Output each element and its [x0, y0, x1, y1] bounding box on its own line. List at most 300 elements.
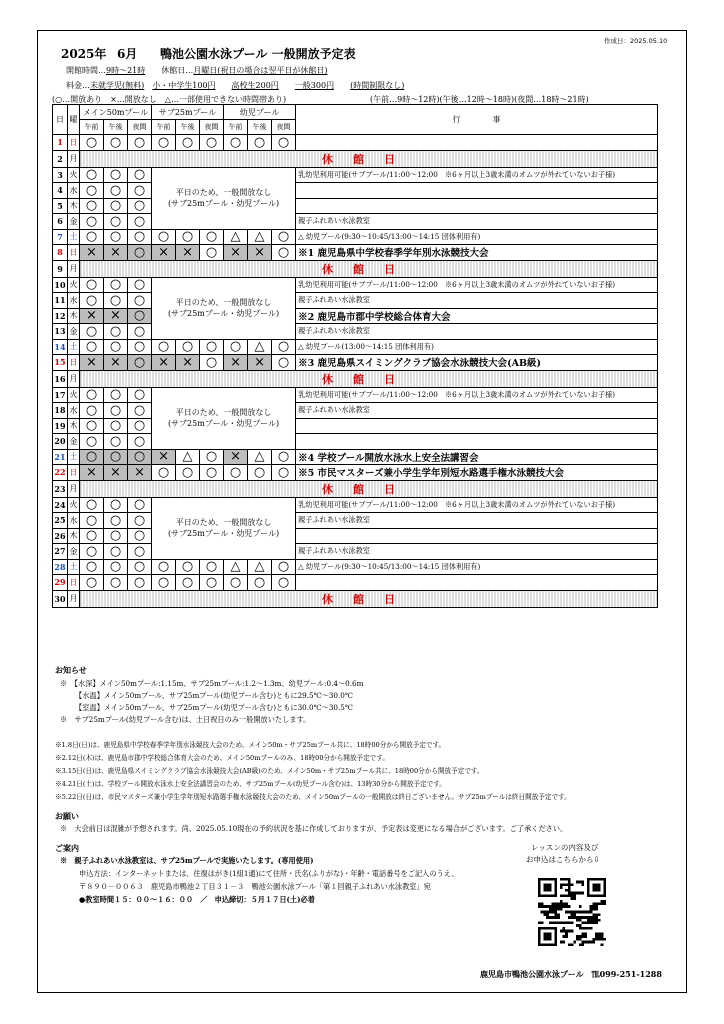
open-mark: ○	[80, 229, 104, 245]
day-of-week: 水	[68, 293, 80, 309]
time-legend: (午前…9時～12時)(午後…12時～18時)(夜間…18時～21時)	[370, 95, 589, 104]
open-mark: ○	[272, 465, 296, 481]
day-of-week: 土	[68, 339, 80, 355]
day-of-week: 火	[68, 387, 80, 403]
header-events: 行 事	[296, 105, 658, 135]
open-mark: ○	[128, 167, 152, 183]
open-mark: ○	[248, 575, 272, 591]
event-text: △ 幼児プール(9:30～10:45/13:00～14:15 団体利用有)	[296, 559, 658, 575]
day-number: 10	[53, 277, 68, 293]
open-mark: ○	[128, 559, 152, 575]
day-of-week: 金	[68, 324, 80, 340]
open-mark: ○	[272, 575, 296, 591]
open-mark: ○	[152, 559, 176, 575]
open-mark: ○	[128, 324, 152, 340]
open-mark: ○	[272, 559, 296, 575]
closed-mark: ×	[80, 245, 104, 261]
open-mark: ○	[128, 449, 152, 465]
day-of-week: 日	[68, 465, 80, 481]
day-row	[53, 480, 658, 497]
closed-day-label: 休館日…	[161, 66, 194, 75]
closed-mark: ×	[128, 465, 152, 481]
day-row	[53, 590, 658, 607]
open-mark: ○	[200, 355, 224, 371]
weekday-note-line: (サブ25mプール・幼児プール)	[167, 419, 280, 428]
event-text: ※2 鹿児島市郡中学校総合体育大会	[296, 308, 658, 324]
closed-mark: ×	[104, 355, 128, 371]
open-mark: ○	[104, 544, 128, 560]
event-text	[296, 418, 658, 434]
open-mark: ○	[200, 575, 224, 591]
open-mark: ○	[128, 355, 152, 371]
day-of-week: 木	[68, 308, 80, 324]
open-mark: ○	[104, 324, 128, 340]
open-mark: ○	[128, 183, 152, 199]
day-number: 29	[53, 575, 68, 591]
open-mark: ○	[104, 528, 128, 544]
day-row	[53, 167, 658, 183]
event-text: △ 幼児プール(13:00～14:15 団体利用有)	[296, 339, 658, 355]
weekday-note-line: 平日のため、一般開放なし	[175, 297, 272, 307]
notice-line-room-temp: 【室温】メイン50mプール、サブ25mプール(幼児プール含む)ともに30.0℃～30.5℃	[75, 703, 353, 712]
open-mark: ○	[80, 559, 104, 575]
partial-mark: △	[248, 229, 272, 245]
open-mark: ○	[176, 559, 200, 575]
open-mark: ○	[128, 135, 152, 151]
open-mark: ○	[128, 293, 152, 309]
event-text: 親子ふれあい水泳教室	[296, 403, 658, 419]
day-of-week: 木	[68, 418, 80, 434]
open-mark: ○	[128, 403, 152, 419]
header-day: 日	[53, 105, 68, 135]
guide-line-venue: ※ 親子ふれあい水泳教室は、サブ25mプールで実施いたします。(専用使用)	[60, 856, 314, 865]
qr-caption-2: お申込はこちらから⇩	[526, 855, 600, 864]
open-mark: ○	[80, 277, 104, 293]
open-mark: ○	[128, 277, 152, 293]
fees-label: 料金…	[66, 81, 90, 90]
open-mark: ○	[200, 449, 224, 465]
day-row	[53, 544, 658, 560]
weekday-note-line: (サブ25mプール・幼児プール)	[167, 309, 280, 318]
open-mark: ○	[104, 183, 128, 199]
open-mark: ○	[104, 434, 128, 450]
day-row	[53, 528, 658, 544]
page-title: 鴨池公園水泳プール 一般開放予定表	[160, 47, 356, 61]
closed-mark: ×	[152, 245, 176, 261]
day-row	[53, 214, 658, 230]
open-mark: ○	[176, 575, 200, 591]
open-mark: ○	[128, 229, 152, 245]
weekday-no-open-note	[152, 497, 296, 559]
day-row	[53, 229, 658, 245]
symbol-legend: (○…開放あり ×…開放なし △…一部使用できない時間帯あり)	[52, 95, 287, 104]
notice-heading: お知らせ	[55, 665, 87, 675]
open-mark: ○	[200, 559, 224, 575]
header-am: 午前	[152, 120, 176, 135]
day-number: 4	[53, 183, 68, 199]
day-number: 15	[53, 355, 68, 371]
header-kids-pool: 幼児プール	[224, 105, 296, 120]
weekday-no-open-note	[152, 387, 296, 449]
open-mark: ○	[128, 308, 152, 324]
day-of-week: 水	[68, 183, 80, 199]
header-night: 夜間	[200, 120, 224, 135]
open-mark: ○	[104, 277, 128, 293]
day-number: 25	[53, 513, 68, 529]
day-number: 11	[53, 293, 68, 309]
open-mark: ○	[104, 497, 128, 513]
header-night: 夜間	[272, 120, 296, 135]
qr-code-image[interactable]	[538, 878, 606, 946]
open-mark: ○	[224, 339, 248, 355]
open-mark: ○	[80, 575, 104, 591]
weekday-note-line: (サブ25mプール・幼児プール)	[167, 529, 280, 538]
schedule-table	[52, 104, 658, 608]
event-text	[296, 434, 658, 450]
open-mark: ○	[272, 339, 296, 355]
partial-mark: △	[248, 339, 272, 355]
day-row	[53, 308, 658, 324]
open-mark: ○	[152, 465, 176, 481]
fee-preschool: 未就学児(無料)	[90, 81, 145, 90]
day-number: 22	[53, 465, 68, 481]
schedule-rows	[53, 135, 658, 608]
open-mark: ○	[152, 229, 176, 245]
open-mark: ○	[104, 513, 128, 529]
event-text	[296, 198, 658, 214]
open-mark: ○	[80, 198, 104, 214]
open-mark: ○	[128, 387, 152, 403]
event-text: 乳幼児利用可能(サブプール/11:00～12:00 ※6ヶ月以上3歳未満のオムツが外れていないお子様)	[296, 167, 658, 183]
weekday-no-open-note	[152, 167, 296, 229]
day-of-week: 水	[68, 403, 80, 419]
day-number: 18	[53, 403, 68, 419]
open-mark: ○	[104, 229, 128, 245]
open-mark: ○	[200, 229, 224, 245]
day-number: 7	[53, 229, 68, 245]
notice-line-depth: ※ 【水深】メイン50mプール:1.15m、サブ25mプール:1.2～1.3m、幼児プール:0.4～0.6m	[60, 679, 364, 688]
header-dow: 曜	[68, 105, 80, 135]
event-text: △ 幼児プール(9:30～10:45/13:00～14:15 団体利用有)	[296, 229, 658, 245]
open-mark: ○	[104, 403, 128, 419]
request-line: ※ 大会前日は混雑が予想されます。尚、2025.05.10現在の予約状況を基に作成しておりますが、予定表は変更になる場合がございます。ご了承ください。	[60, 824, 568, 833]
open-mark: ○	[128, 418, 152, 434]
open-mark: ○	[104, 198, 128, 214]
open-mark: ○	[272, 135, 296, 151]
footnote-2: ※2.12日(木)は、鹿児島市郡中学校総合体育大会のため、メイン50mプールのみ、18時00分から開放予定です。	[55, 754, 389, 762]
day-of-week: 日	[68, 575, 80, 591]
event-text: 親子ふれあい水泳教室	[296, 293, 658, 309]
day-number: 1	[53, 135, 68, 151]
open-mark: ○	[104, 214, 128, 230]
closed-mark: ×	[152, 449, 176, 465]
day-row	[53, 403, 658, 419]
day-of-week: 土	[68, 559, 80, 575]
closed-mark: ×	[176, 245, 200, 261]
closed-day-cell: 休館日	[80, 370, 658, 387]
closed-mark: ×	[80, 355, 104, 371]
day-of-week: 日	[68, 245, 80, 261]
open-mark: ○	[104, 167, 128, 183]
day-row	[53, 245, 658, 261]
day-row	[53, 418, 658, 434]
closed-mark: ×	[104, 245, 128, 261]
open-mark: ○	[176, 465, 200, 481]
title-year: 2025年	[61, 47, 107, 61]
closed-mark: ×	[248, 245, 272, 261]
fee-note: (時間制限なし)	[350, 81, 405, 90]
day-number: 2	[53, 150, 68, 167]
weekday-note-line: 平日のため、一般開放なし	[175, 187, 272, 197]
day-number: 27	[53, 544, 68, 560]
open-mark: ○	[80, 387, 104, 403]
open-mark: ○	[104, 418, 128, 434]
fee-elementary: 小・中学生100円	[152, 81, 216, 90]
day-number: 13	[53, 324, 68, 340]
footer-contact: 鹿児島市鴨池公園水泳プール ℡099-251-1288	[480, 969, 662, 979]
day-row	[53, 370, 658, 387]
request-heading: お願い	[55, 811, 79, 821]
header-sub-pool: サブ25mプール	[152, 105, 224, 120]
open-mark: ○	[104, 135, 128, 151]
weekday-note-line: 平日のため、一般開放なし	[175, 407, 272, 417]
header-night: 夜間	[128, 120, 152, 135]
open-mark: ○	[128, 497, 152, 513]
day-number: 28	[53, 559, 68, 575]
footnote-4: ※4.21日(土)は、学校プール開放水泳水上安全法講習会のため、サブ25mプール(幼児プール含む)は、13時30分から開放予定です。	[55, 780, 446, 788]
open-mark: ○	[200, 465, 224, 481]
hours-value: 9時～21時	[106, 66, 146, 75]
open-mark: ○	[128, 339, 152, 355]
day-row	[53, 355, 658, 371]
day-row	[53, 559, 658, 575]
header-am: 午前	[80, 120, 104, 135]
day-number: 8	[53, 245, 68, 261]
header-main-pool: メイン50mプール	[80, 105, 152, 120]
event-text: ※1 鹿児島県中学校春季学年別水泳競技大会	[296, 245, 658, 261]
day-number: 19	[53, 418, 68, 434]
open-mark: ○	[80, 324, 104, 340]
day-row	[53, 183, 658, 199]
closed-day-cell: 休館日	[80, 480, 658, 497]
weekday-note-line: 平日のため、一般開放なし	[175, 517, 272, 527]
day-number: 30	[53, 590, 68, 607]
open-mark: ○	[104, 387, 128, 403]
open-mark: ○	[128, 513, 152, 529]
fee-highschool: 高校生200円	[231, 81, 279, 90]
open-mark: ○	[128, 198, 152, 214]
partial-mark: △	[176, 449, 200, 465]
closed-mark: ×	[248, 355, 272, 371]
open-mark: ○	[80, 449, 104, 465]
open-mark: ○	[128, 434, 152, 450]
day-of-week: 月	[68, 590, 80, 607]
open-mark: ○	[272, 355, 296, 371]
open-mark: ○	[104, 575, 128, 591]
day-number: 23	[53, 480, 68, 497]
hours-label: 開館時間…	[66, 66, 106, 75]
open-mark: ○	[272, 449, 296, 465]
day-of-week: 火	[68, 167, 80, 183]
header-am: 午前	[224, 120, 248, 135]
open-mark: ○	[248, 135, 272, 151]
open-mark: ○	[176, 135, 200, 151]
open-mark: ○	[80, 418, 104, 434]
day-number: 21	[53, 449, 68, 465]
day-of-week: 火	[68, 497, 80, 513]
day-row	[53, 513, 658, 529]
partial-mark: △	[248, 559, 272, 575]
partial-mark: △	[248, 449, 272, 465]
event-text: 親子ふれあい水泳教室	[296, 544, 658, 560]
open-mark: ○	[80, 497, 104, 513]
closed-mark: ×	[104, 308, 128, 324]
weekday-no-open-note	[152, 277, 296, 339]
open-mark: ○	[80, 434, 104, 450]
event-text: 親子ふれあい水泳教室	[296, 214, 658, 230]
day-of-week: 木	[68, 198, 80, 214]
open-mark: ○	[152, 575, 176, 591]
closed-mark: ×	[152, 355, 176, 371]
open-mark: ○	[104, 339, 128, 355]
day-row	[53, 150, 658, 167]
event-text: 乳幼児利用可能(サブプール/11:00～12:00 ※6ヶ月以上3歳未満のオムツが外れていないお子様)	[296, 387, 658, 403]
open-mark: ○	[128, 575, 152, 591]
event-text	[296, 135, 658, 151]
day-row	[53, 277, 658, 293]
header-pm: 午後	[104, 120, 128, 135]
day-of-week: 土	[68, 449, 80, 465]
footnote-1: ※1.8日(日)は、鹿児島県中学校春季学年別水泳競技大会のため、メイン50m・サブ25mプール共に、18時00分から開放予定です。	[55, 741, 446, 749]
open-mark: ○	[80, 339, 104, 355]
closed-mark: ×	[80, 465, 104, 481]
footnote-5: ※5.22日(日)は、市民マスターズ兼小学生学年別短水路選手権水泳競技大会のため、メイン50mプールの一般開放は終日ございません。サブ25mプールは終日開放予定です。	[55, 793, 571, 801]
event-text: 親子ふれあい水泳教室	[296, 324, 658, 340]
open-mark: ○	[224, 575, 248, 591]
open-mark: ○	[80, 544, 104, 560]
open-mark: ○	[200, 245, 224, 261]
day-number: 14	[53, 339, 68, 355]
open-mark: ○	[152, 135, 176, 151]
closed-day-cell: 休館日	[80, 260, 658, 277]
day-of-week: 月	[68, 370, 80, 387]
event-text	[296, 183, 658, 199]
event-text: 乳幼児利用可能(サブプール/11:00～12:00 ※6ヶ月以上3歳未満のオムツが外れていないお子様)	[296, 497, 658, 513]
day-of-week: 金	[68, 434, 80, 450]
open-mark: ○	[80, 528, 104, 544]
closed-mark: ×	[80, 308, 104, 324]
day-of-week: 土	[68, 229, 80, 245]
closed-mark: ×	[224, 355, 248, 371]
open-mark: ○	[224, 135, 248, 151]
closed-day-cell: 休館日	[80, 150, 658, 167]
day-number: 12	[53, 308, 68, 324]
open-mark: ○	[152, 339, 176, 355]
day-of-week: 月	[68, 150, 80, 167]
day-number: 6	[53, 214, 68, 230]
event-text: ※4 学校プール開放水泳水上安全法講習会	[296, 449, 658, 465]
day-number: 16	[53, 370, 68, 387]
weekday-note-line: (サブ25mプール・幼児プール)	[167, 199, 280, 208]
guide-heading: ご案内	[55, 843, 79, 853]
partial-mark: △	[224, 229, 248, 245]
closed-day-cell: 休館日	[80, 590, 658, 607]
day-number: 26	[53, 528, 68, 544]
event-text: 親子ふれあい水泳教室	[296, 513, 658, 529]
closed-mark: ×	[224, 449, 248, 465]
header-pm: 午後	[176, 120, 200, 135]
day-of-week: 水	[68, 513, 80, 529]
hours-line	[66, 67, 328, 75]
open-mark: ○	[80, 135, 104, 151]
day-number: 20	[53, 434, 68, 450]
day-row	[53, 324, 658, 340]
closed-mark: ×	[176, 355, 200, 371]
open-mark: ○	[128, 528, 152, 544]
open-mark: ○	[104, 293, 128, 309]
open-mark: ○	[176, 339, 200, 355]
day-number: 3	[53, 167, 68, 183]
open-mark: ○	[80, 183, 104, 199]
day-of-week: 木	[68, 528, 80, 544]
day-of-week: 金	[68, 214, 80, 230]
event-text	[296, 528, 658, 544]
day-of-week: 金	[68, 544, 80, 560]
header-pm: 午後	[248, 120, 272, 135]
open-mark: ○	[224, 465, 248, 481]
open-mark: ○	[176, 229, 200, 245]
fee-general: 一般300円	[294, 81, 335, 90]
day-row	[53, 293, 658, 309]
day-of-week: 月	[68, 480, 80, 497]
day-row	[53, 339, 658, 355]
open-mark: ○	[272, 245, 296, 261]
partial-mark: △	[224, 559, 248, 575]
guide-line-address: 〒８９０－００６３ 鹿児島市鴨池２丁目３１－３ 鴨池公園水泳プール「第１回親子ふれあい水泳教室」宛	[79, 882, 431, 891]
closed-day-value: 月曜日(祝日の場合は翌平日が休館日)	[193, 66, 328, 75]
closed-mark: ×	[104, 465, 128, 481]
open-mark: ○	[128, 544, 152, 560]
day-of-week: 日	[68, 355, 80, 371]
event-text: 乳幼児利用可能(サブプール/11:00～12:00 ※6ヶ月以上3歳未満のオムツが外れていないお子様)	[296, 277, 658, 293]
fees-line	[66, 82, 404, 90]
day-of-week: 月	[68, 260, 80, 277]
day-row	[53, 575, 658, 591]
event-text	[296, 575, 658, 591]
day-row	[53, 449, 658, 465]
open-mark: ○	[200, 339, 224, 355]
day-row	[53, 198, 658, 214]
open-mark: ○	[128, 245, 152, 261]
closed-mark: ×	[224, 245, 248, 261]
open-mark: ○	[80, 513, 104, 529]
day-row	[53, 135, 658, 151]
day-row	[53, 465, 658, 481]
notice-line-water-temp: 【水温】メイン50mプール、サブ25mプール(幼児プール含む)ともに29.5℃～30.0℃	[75, 691, 353, 700]
day-number: 24	[53, 497, 68, 513]
day-row	[53, 434, 658, 450]
open-mark: ○	[80, 403, 104, 419]
open-mark: ○	[80, 167, 104, 183]
open-mark: ○	[272, 229, 296, 245]
open-mark: ○	[200, 135, 224, 151]
title-month: 6月	[117, 47, 138, 61]
open-mark: ○	[80, 214, 104, 230]
open-mark: ○	[104, 449, 128, 465]
day-row	[53, 260, 658, 277]
guide-line-method: 申込方法：インターネットまたは、往復はがき(1組1通)にて住所・氏名(ふりがな)・年齢・電話番号をご記入のうえ、	[79, 869, 459, 878]
event-text: ※5 市民マスターズ兼小学生学年別短水路選手権水泳競技大会	[296, 465, 658, 481]
